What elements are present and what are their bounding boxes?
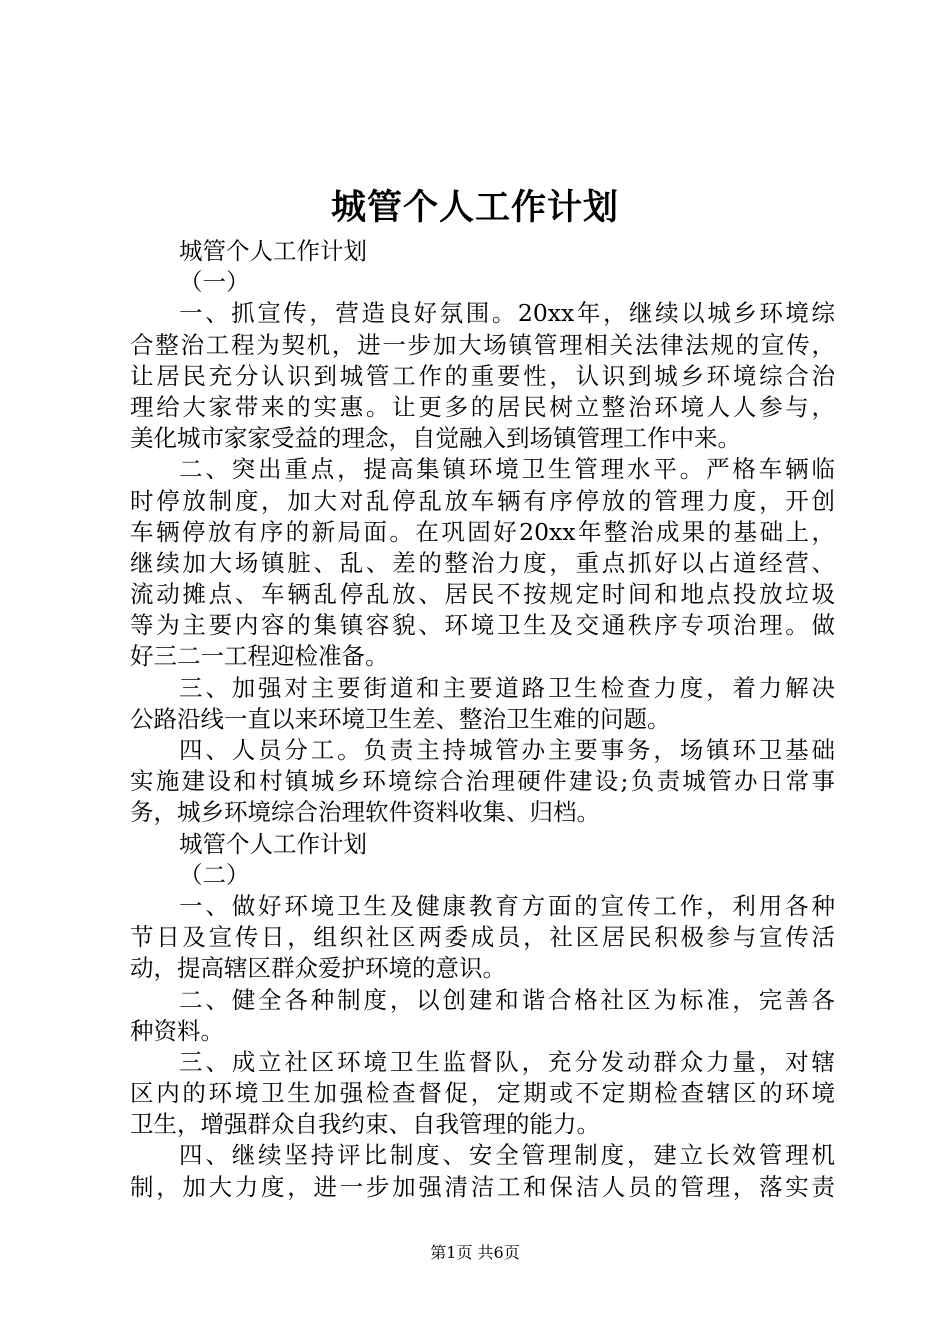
text-line: 节日及宣传日，组织社区两委成员，社区居民积极参与宣传活	[130, 923, 835, 952]
text-line: 公路沿线一直以来环境卫生差、整治卫生难的问题。	[130, 704, 671, 733]
text-line: 好三二一工程迎检准备。	[130, 642, 389, 671]
text-line: 区内的环境卫生加强检查督促，定期或不定期检查辖区的环境	[130, 1079, 835, 1108]
text-line: 四、人员分工。负责主持城管办主要事务，场镇环卫基础	[179, 736, 835, 764]
text-line: 合整治工程为契机，进一步加大场镇管理相关法律法规的宣传，	[130, 330, 835, 359]
text-line: 一、做好环境卫生及健康教育方面的宣传工作，利用各种	[179, 891, 835, 920]
text-line: 继续加大场镇脏、乱、差的整治力度，重点抓好以占道经营、	[130, 548, 835, 577]
text-line: 三、成立社区环境卫生监督队，充分发动群众力量，对辖	[179, 1047, 835, 1076]
text-line: 二、突出重点，提高集镇环境卫生管理水平。严格车辆临	[179, 455, 835, 484]
document-body	[130, 236, 835, 1203]
text-line: 实施建设和村镇城乡环境综合治理硬件建设;负责城管办日常事	[130, 767, 835, 796]
text-line: 种资料。	[130, 1016, 224, 1045]
text-line: （一）	[179, 268, 250, 297]
text-line: 让居民充分认识到城管工作的重要性，认识到城乡环境综合治	[130, 361, 835, 390]
page-title: 城管个人工作计划	[330, 187, 619, 228]
text-line: 美化城市家家受益的理念，自觉融入到场镇管理工作中来。	[130, 424, 741, 453]
text-line: 四、继续坚持评比制度、安全管理制度，建立长效管理机	[179, 1141, 835, 1170]
text-line: 三、加强对主要街道和主要道路卫生检查力度，着力解决	[179, 673, 835, 702]
text-line: 等为主要内容的集镇容貌、环境卫生及交通秩序专项治理。做	[130, 611, 835, 640]
page-number-footer: 第1页 共6页	[430, 1243, 520, 1262]
text-line: 一、抓宣传，营造良好氛围。20xx年，继续以城乡环境综	[179, 299, 835, 328]
text-line: 二、健全各种制度，以创建和谐合格社区为标准，完善各	[179, 985, 835, 1014]
text-line: 城管个人工作计划	[179, 829, 367, 858]
text-line: 卫生，增强群众自我约束、自我管理的能力。	[130, 1110, 600, 1139]
text-line: 制，加大力度，进一步加强清洁工和保洁人员的管理，落实责	[130, 1172, 835, 1201]
text-line: （二）	[179, 860, 250, 889]
text-line: 动，提高辖区群众爱护环境的意识。	[130, 954, 506, 983]
text-line: 城管个人工作计划	[179, 237, 367, 265]
text-line: 车辆停放有序的新局面。在巩固好20xx年整治成果的基础上，	[130, 517, 835, 546]
text-line: 务，城乡环境综合治理软件资料收集、归档。	[130, 798, 600, 827]
text-line: 时停放制度，加大对乱停乱放车辆有序停放的管理力度，开创	[130, 486, 835, 515]
text-line: 流动摊点、车辆乱停乱放、居民不按规定时间和地点投放垃圾	[130, 580, 835, 609]
text-line: 理给大家带来的实惠。让更多的居民树立整治环境人人参与，	[130, 392, 835, 421]
